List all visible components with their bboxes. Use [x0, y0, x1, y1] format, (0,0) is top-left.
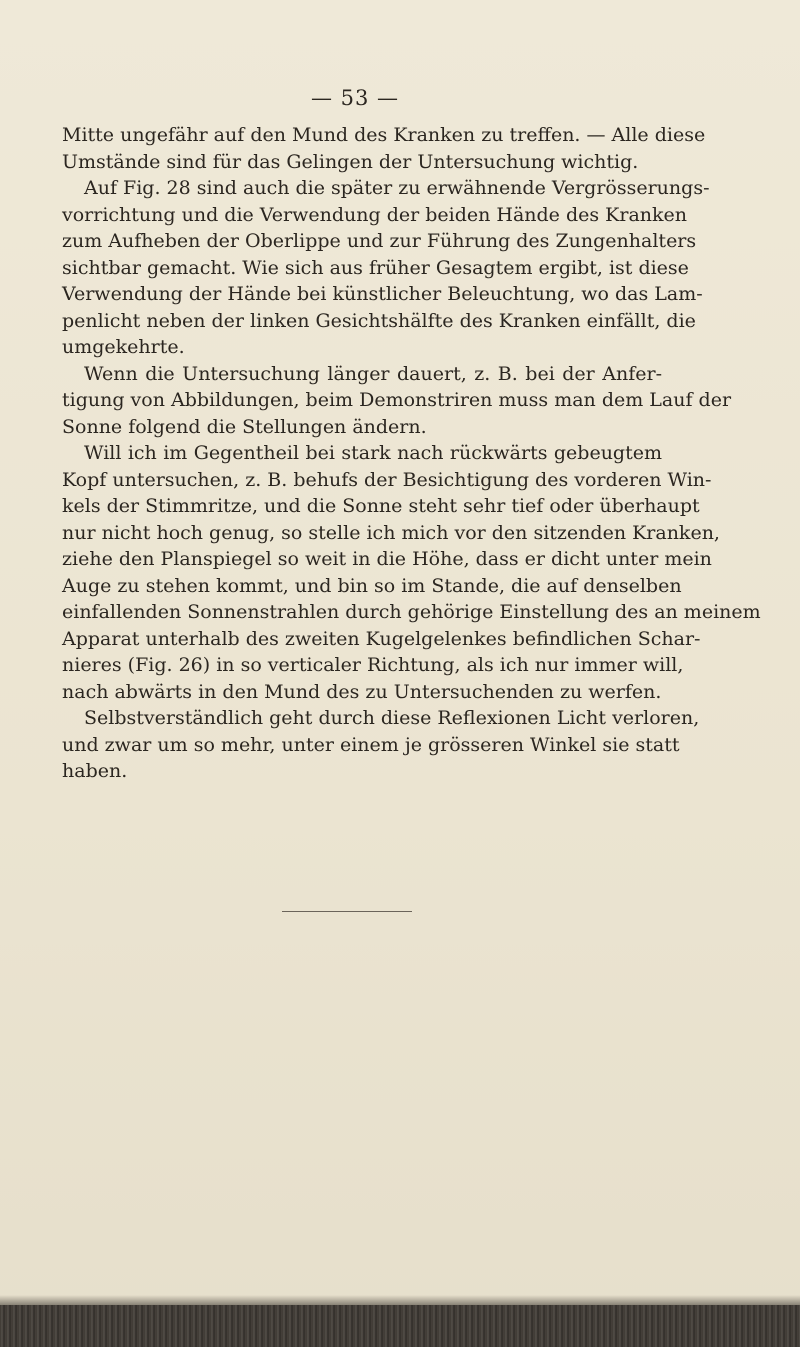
- text-line: Verwendung der Hände bei künstlicher Beleuchtung, wo das Lam-: [62, 283, 703, 305]
- text-line: kels der Stimmritze, und die Sonne steht sehr tief oder überhaupt: [62, 495, 700, 517]
- text-line: ziehe den Planspiegel so weit in die Höhe, dass er dicht unter mein: [62, 548, 712, 570]
- text-line: penlicht neben der linken Gesichtshälfte des Kranken einfällt, die: [62, 309, 696, 332]
- text-line: Selbstverständlich geht durch diese Reflexionen Licht verloren,: [84, 707, 700, 729]
- text-line: nieres (Fig. 26) in so verticaler Richtung, als ich nur immer will,: [62, 654, 684, 676]
- text-line: Mitte ungefähr auf den Mund des Kranken zu treffen. — Alle diese: [62, 124, 706, 146]
- text-line: Sonne folgend die Stellungen ändern.: [62, 415, 427, 438]
- text-line: nach abwärts in den Mund des zu Untersuchenden zu werfen.: [62, 680, 662, 703]
- text-line: sichtbar gemacht. Wie sich aus früher Gesagtem ergibt, ist diese: [62, 256, 689, 279]
- text-line: einfallenden Sonnenstrahlen durch gehörige Einstellung des an meinem: [62, 601, 761, 623]
- section-divider: [282, 911, 412, 912]
- text-line: vorrichtung und die Verwendung der beiden Hände des Kranken: [62, 203, 687, 226]
- text-line: nur nicht hoch genug, so stelle ich mich vor den sitzenden Kranken,: [62, 521, 720, 544]
- text-line: und zwar um so mehr, unter einem je grösseren Winkel sie statt: [62, 733, 680, 756]
- body-text: [62, 122, 761, 785]
- text-line: Auf Fig. 28 sind auch die später zu erwähnende Vergrösserungs-: [84, 177, 710, 199]
- book-edge: [0, 1305, 800, 1347]
- text-line: Apparat unterhalb des zweiten Kugelgelenkes befindlichen Schar-: [62, 627, 701, 650]
- text-line: Wenn die Untersuchung länger dauert, z. B. bei der Anfer-: [84, 362, 662, 385]
- page-shadow: [0, 1295, 800, 1305]
- text-line: Auge zu stehen kommt, und bin so im Stande, die auf denselben: [62, 574, 682, 597]
- text-line: umgekehrte.: [62, 336, 185, 358]
- text-line: Kopf untersuchen, z. B. behufs der Besichtigung des vorderen Win-: [62, 468, 712, 491]
- page-number: — 53 —: [310, 86, 400, 110]
- paragraph-lines: [62, 122, 761, 785]
- text-line: Umstände sind für das Gelingen der Untersuchung wichtig.: [62, 150, 639, 173]
- text-line: haben.: [62, 760, 128, 782]
- text-line: zum Aufheben der Oberlippe und zur Führung des Zungenhalters: [62, 230, 697, 252]
- text-line: Will ich im Gegentheil bei stark nach rückwärts gebeugtem: [84, 442, 662, 464]
- text-line: tigung von Abbildungen, beim Demonstriren muss man dem Lauf der: [62, 389, 732, 411]
